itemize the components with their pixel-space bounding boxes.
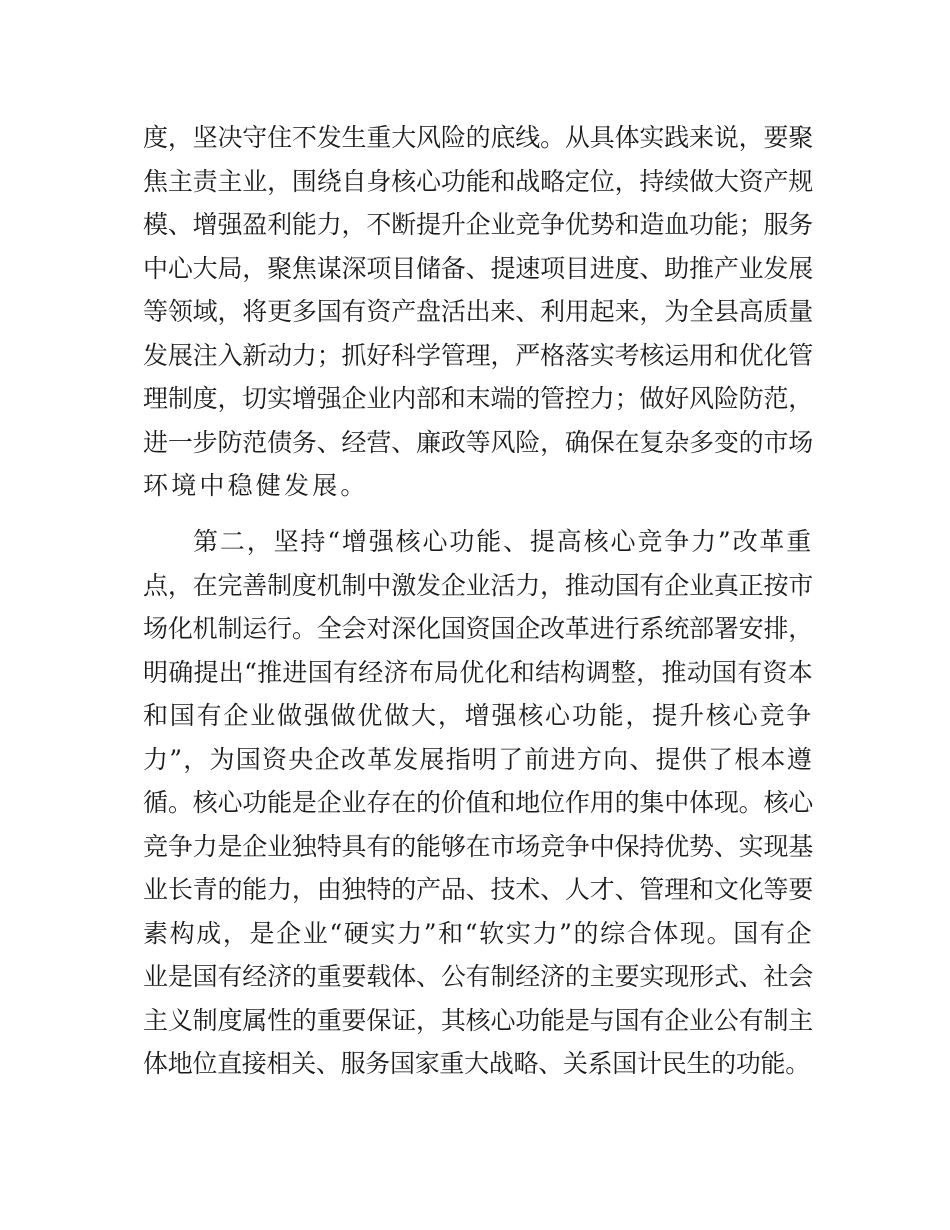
text-line: 循。核心功能是企业存在的价值和地位作用的集中体现。核心 <box>143 788 813 817</box>
text-line: 发展注入新动力；抓好科学管理，严格落实考核运用和优化管 <box>143 340 813 370</box>
text-line: 环境中稳健发展。 <box>143 471 369 500</box>
text-line: 中心大局，聚焦谋深项目储备、提速项目进度、助推产业发展 <box>143 253 813 283</box>
text-line: 焦主责主业，围绕自身核心功能和战略定位，持续做大资产规 <box>143 166 813 196</box>
text-line: 业是国有经济的重要载体、公有制经济的主要实现形式、社会 <box>143 962 813 991</box>
text-line: 场化机制运行。全会对深化国资国企改革进行系统部署安排， <box>143 614 813 643</box>
paragraph-1 <box>143 116 813 508</box>
text-line: 业长青的能力，由独特的产品、技术、人才、管理和文化等要 <box>143 875 813 904</box>
text-line: 力”，为国资央企改革发展指明了前进方向、提供了根本遵 <box>143 744 813 774</box>
text-line: 明确提出“推进国有经济布局优化和结构调整，推动国有资本 <box>143 657 813 687</box>
paragraph-2 <box>143 520 813 1086</box>
text-line: 模、增强盈利能力，不断提升企业竞争优势和造血功能；服务 <box>143 210 813 239</box>
text-line: 理制度，切实增强企业内部和末端的管控力；做好风险防范， <box>143 384 813 413</box>
text-line: 点，在完善制度机制中激发企业活力，推动国有企业真正按市 <box>143 570 813 600</box>
text-line: 竞争力是企业独特具有的能够在市场竞争中保持优势、实现基 <box>143 831 813 861</box>
text-line: 等领域，将更多国有资产盘活出来、利用起来，为全县高质量 <box>143 297 813 326</box>
text-line: 进一步防范债务、经营、廉政等风险，确保在复杂多变的市场 <box>143 427 813 457</box>
text-line: 第二，坚持“增强核心功能、提高核心竞争力”改革重 <box>193 527 813 556</box>
text-line: 度，坚决守住不发生重大风险的底线。从具体实践来说，要聚 <box>143 123 813 152</box>
text-line: 主义制度属性的重要保证，其核心功能是与国有企业公有制主 <box>143 1005 813 1035</box>
text-line: 体地位直接相关、服务国家重大战略、关系国计民生的功能。 <box>143 1049 810 1078</box>
text-line: 素构成，是企业“硬实力”和“软实力”的综合体现。国有企 <box>143 918 813 948</box>
text-line: 和国有企业做强做优做大，增强核心功能，提升核心竞争 <box>143 701 813 730</box>
